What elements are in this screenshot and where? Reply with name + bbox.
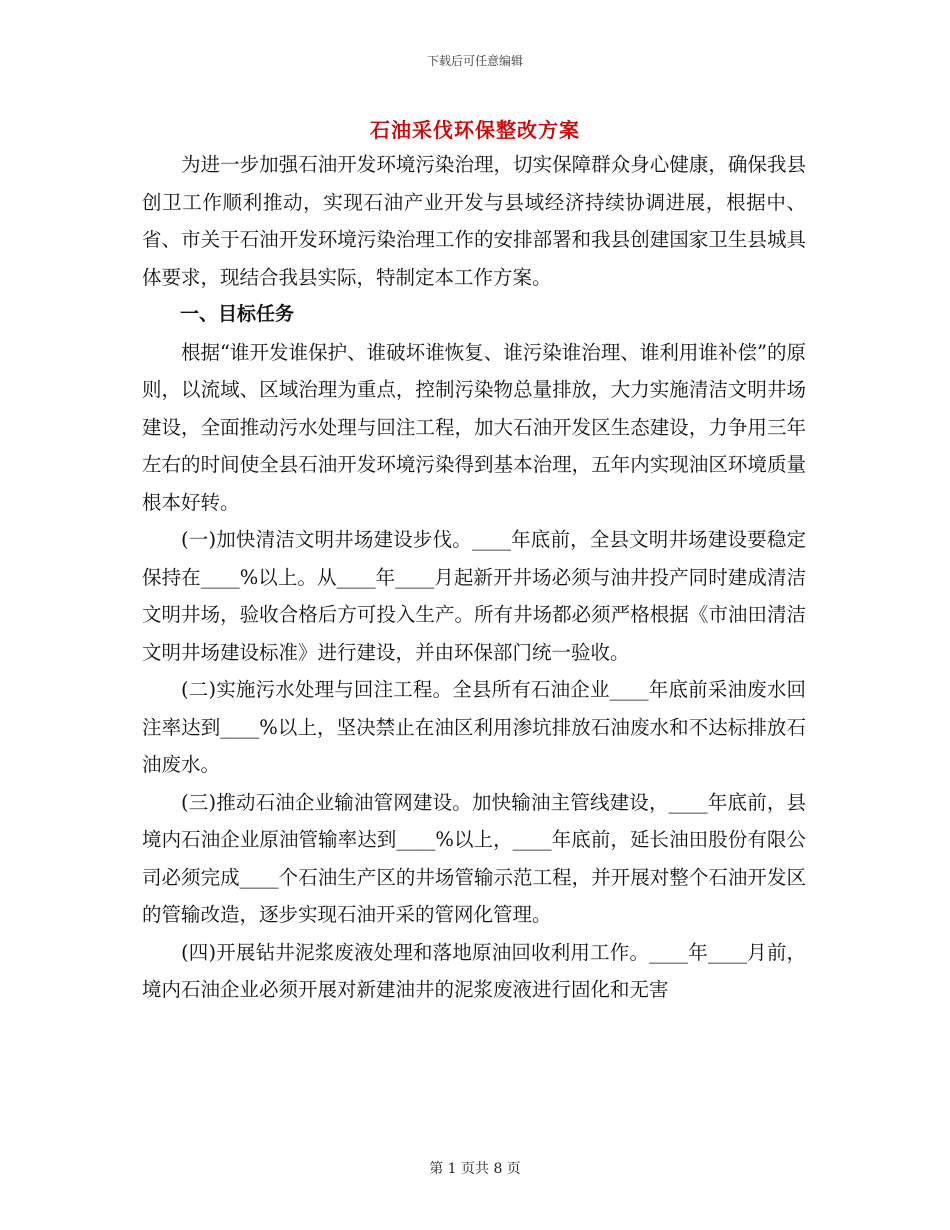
- item-4-paragraph: (四)开展钻井泥浆废液处理和落地原油回收利用工作。____年____月前，境内石油企业必须开展对新建油井的泥浆废液进行固化和无害: [142, 940, 806, 1001]
- item-3-paragraph: (三)推动石油企业输油管网建设。加快输油主管线建设，____年底前，县境内石油企业原油管输率达到____%以上，____年底前，延长油田股份有限公司必须完成____个石油生产区的井场管输示范工程，并开展对整个石油开发区的管输改造，逐步实现石油开采的管网化管理。: [142, 790, 806, 926]
- header-note: 下载后可任意编辑: [426, 54, 523, 68]
- section-heading: 一、目标任务: [180, 303, 295, 325]
- item-2-paragraph: (二)实施污水处理与回注工程。全县所有石油企业____年底前采油废水回注率达到____%以上，坚决禁止在油区利用渗坑排放石油废水和不达标排放石油废水。: [142, 678, 806, 776]
- page-number: 第 1 页共 8 页: [429, 1161, 521, 1177]
- intro-paragraph: 为进一步加强石油开发环境污染治理，切实保障群众身心健康，确保我县创卫工作顺利推动，实现石油产业开发与县域经济持续协调进展，根据中、省、市关于石油开发环境污染治理工作的安排部署和我县创建国家卫生县城具体要求，现结合我县实际，特制定本工作方案。: [142, 153, 806, 289]
- document-body: [142, 146, 806, 1009]
- item-1-paragraph: (一)加快清洁文明井场建设步伐。____年底前，全县文明井场建设要稳定保持在____%以上。从____年____月起新开井场必须与油井投产同时建成清洁文明井场，验收合格后方可投入生产。所有井场都必须严格根据《市油田清洁文明井场建设标准》进行建设，并由环保部门统一验收。: [142, 528, 806, 664]
- principle-paragraph: 根据“谁开发谁保护、谁破坏谁恢复、谁污染谁治理、谁利用谁补偿”的原则，以流域、区域治理为重点，控制污染物总量排放，大力实施清洁文明井场建设，全面推动污水处理与回注工程，加大石油开发区生态建设，力争用三年左右的时间使全县石油开发环境污染得到基本治理，五年内实现油区环境质量根本好转。: [142, 340, 806, 514]
- document-title: 石油采伐环保整改方案: [370, 118, 580, 142]
